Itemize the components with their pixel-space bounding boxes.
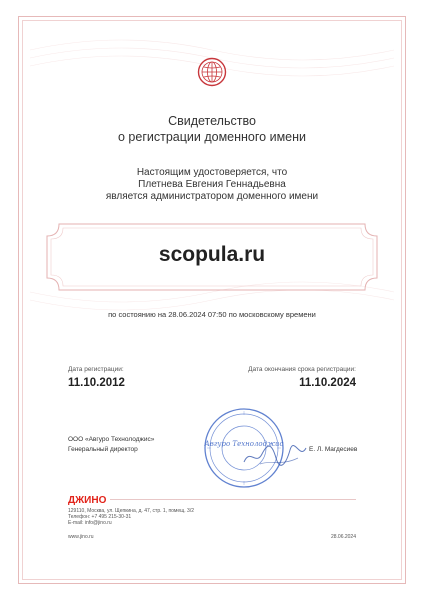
expiration-date-label: Дата окончания срока регистрации:	[248, 366, 356, 373]
registration-date-label: Дата регистрации:	[68, 366, 124, 373]
jino-logo-text: ДЖИНО	[68, 495, 107, 505]
footer-website: www.jino.ru	[68, 534, 94, 540]
certificate-title-line1: Свидетельство	[168, 114, 256, 128]
administrator-name: Плетнева Евгения Геннадьевна	[138, 179, 286, 190]
brand-divider	[110, 499, 356, 500]
footer-date: 28.06.2024	[330, 534, 356, 540]
certify-role: является администратором доменного имени	[105, 191, 319, 202]
company-address: 129110, Москва, ул. Щепкина, д. 47, стр. 1, помещ. 3/2	[68, 508, 194, 514]
status-as-of: по состоянию на 28.06.2024 07:50 по московскому времени	[108, 310, 316, 319]
stamp-text: Авгуро Технолоджис	[204, 440, 284, 448]
jino-logo	[68, 493, 110, 505]
registration-date: 11.10.2012	[68, 377, 125, 389]
company-email: E-mail: info@jino.ru	[68, 520, 112, 526]
domain-name: scopula.ru	[158, 243, 266, 266]
globe-logo-icon	[197, 57, 227, 87]
signature	[240, 440, 310, 470]
company-phone: Телефон: +7 495 215-30-31	[68, 514, 132, 520]
signer-name: Е. Л. Магдесиев	[309, 446, 358, 453]
certificate-title-line2: о регистрации доменного имени	[117, 130, 307, 144]
organization-name: ООО «Авгуро Технолоджис»	[68, 436, 155, 443]
certify-intro: Настоящим удостоверяется, что	[136, 167, 288, 178]
signer-position: Генеральный директор	[68, 446, 138, 453]
expiration-date: 11.10.2024	[299, 377, 356, 389]
